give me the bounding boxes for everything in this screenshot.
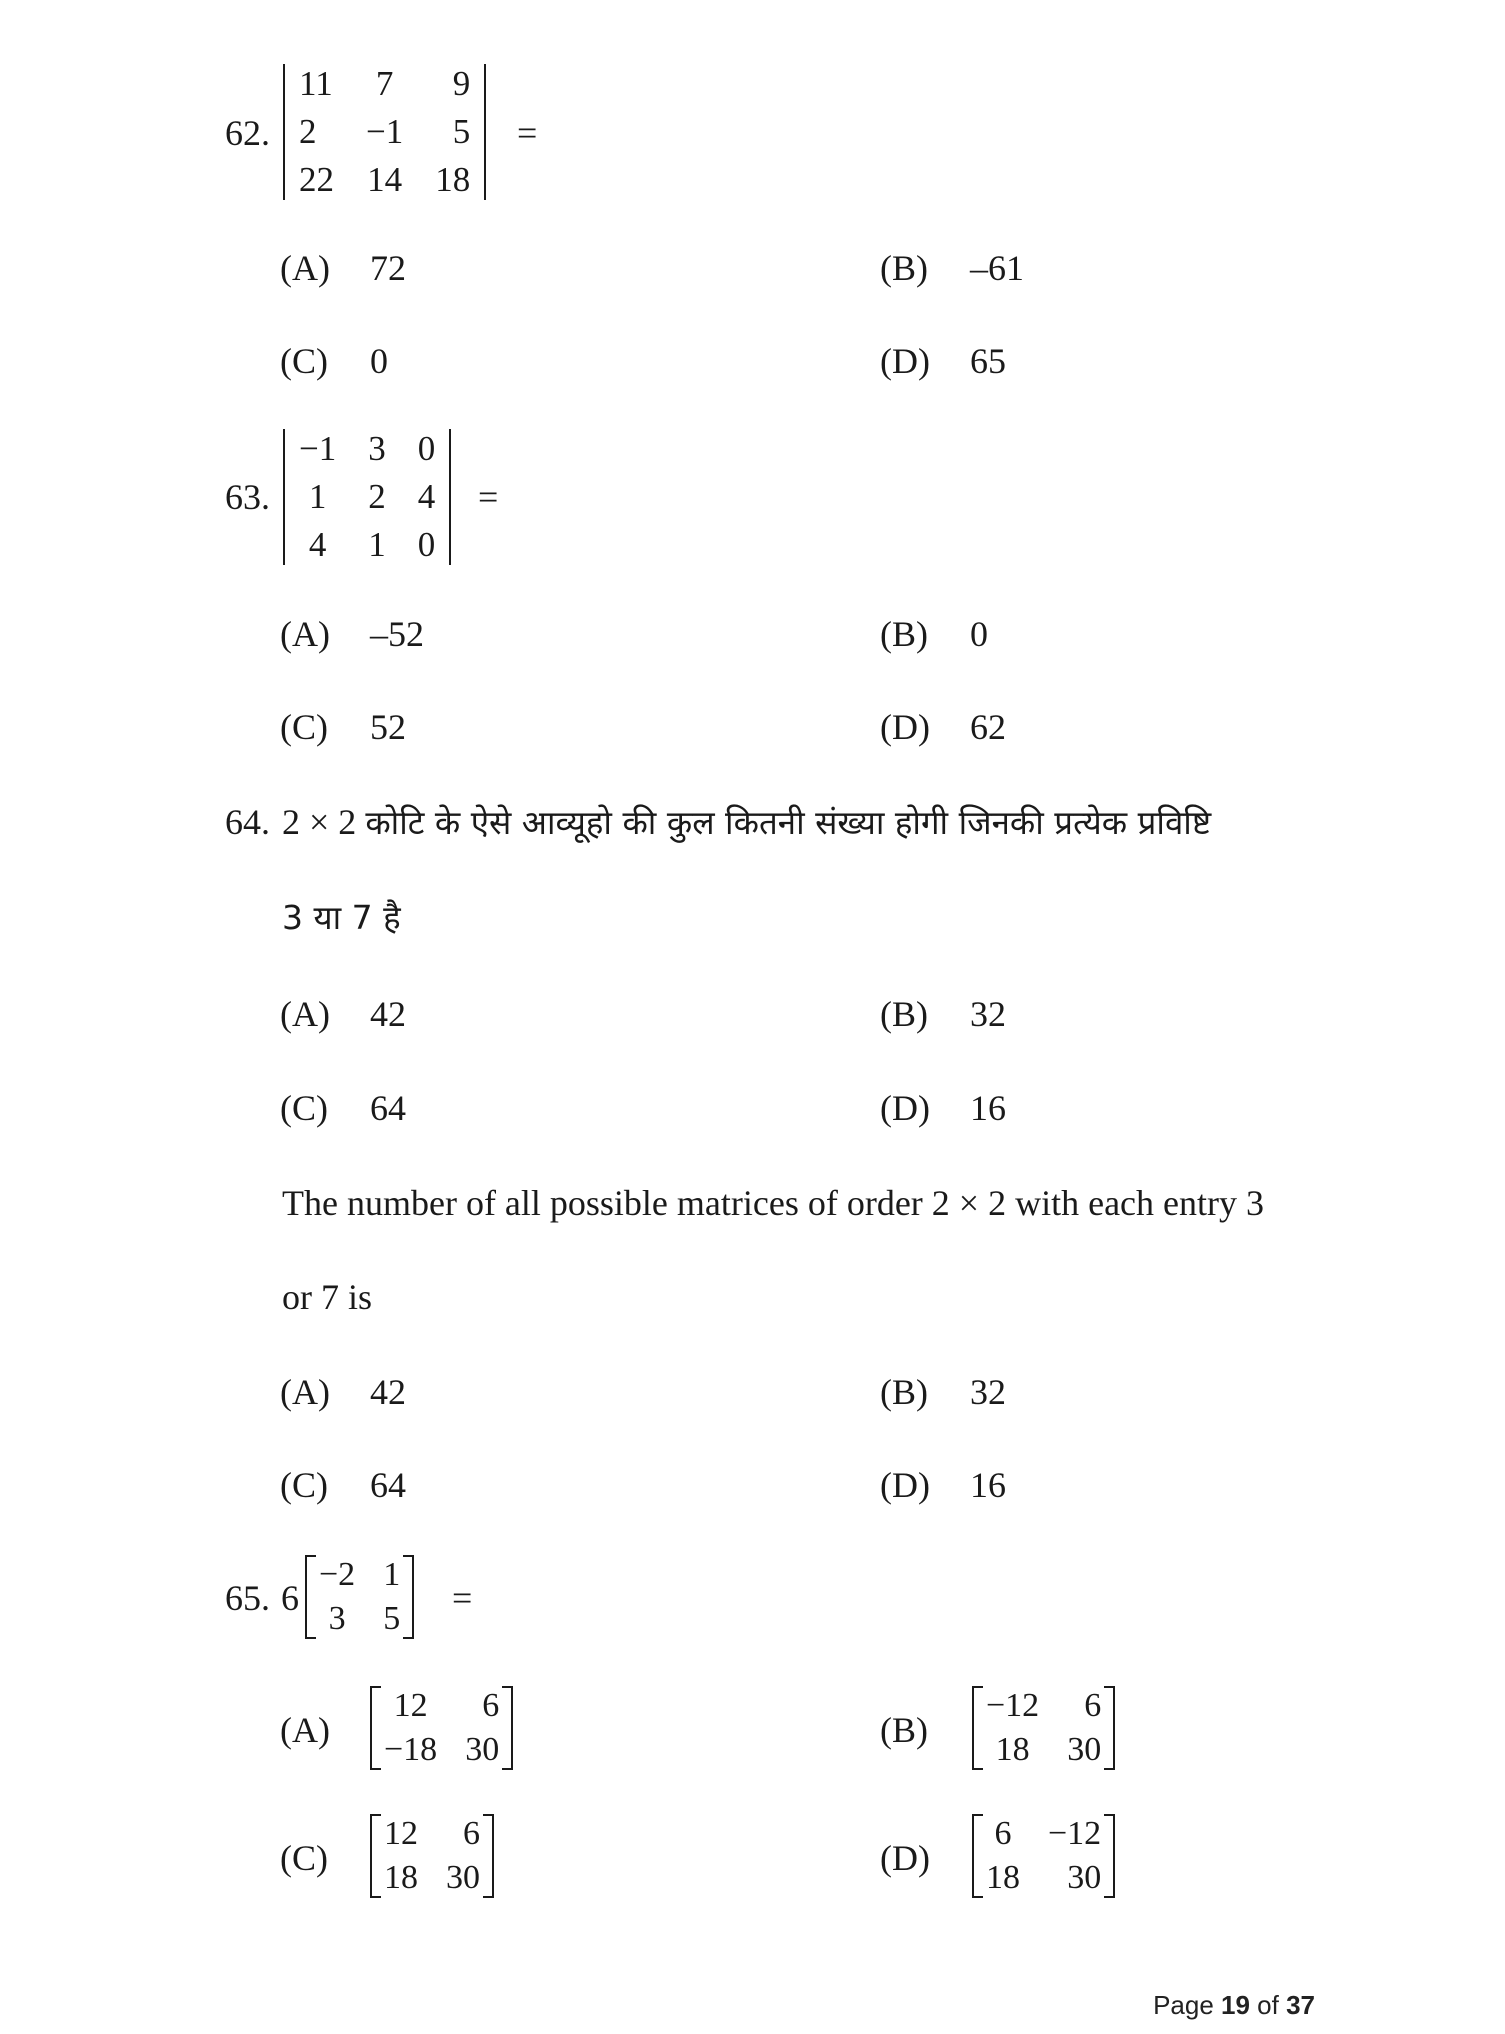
option-d-matrix: 6 −12 18 30 — [972, 1812, 1115, 1900]
option-c: (C) 52 — [280, 707, 406, 747]
option-a: (A) 72 — [280, 248, 406, 288]
option-a-matrix: 12 6 −18 30 — [370, 1684, 513, 1772]
option-b: (B) 0 — [880, 614, 988, 654]
option-a-label: (A) — [280, 1710, 330, 1750]
option-d: (D) 16 — [880, 1465, 1006, 1505]
option-b-label: (B) — [880, 1710, 928, 1750]
question-number: 62. — [225, 113, 270, 153]
option-d: (D) 16 — [880, 1088, 1006, 1128]
question-text-hindi-line2: 3 या 7 है — [282, 898, 401, 937]
option-c-label: (C) — [280, 1838, 328, 1878]
option-b: (B) –61 — [880, 248, 1024, 288]
option-d-label: (D) — [880, 1838, 930, 1878]
equals-sign: = — [478, 477, 499, 517]
option-c: (C) 64 — [280, 1465, 406, 1505]
equals-sign: = — [452, 1578, 473, 1618]
option-b: (B) 32 — [880, 1372, 1006, 1412]
equals-sign: = — [517, 113, 538, 153]
question-text-english-line2: or 7 is — [282, 1277, 372, 1317]
question-matrix: −2 1 3 5 — [305, 1553, 414, 1641]
option-a: (A) 42 — [280, 1372, 406, 1412]
option-b: (B) 32 — [880, 994, 1006, 1034]
option-d: (D) 62 — [880, 707, 1006, 747]
determinant-matrix: −1 3 0 1 2 4 4 1 0 — [283, 425, 451, 569]
option-a: (A) –52 — [280, 614, 424, 654]
option-c-matrix: 12 6 18 30 — [370, 1812, 494, 1900]
question-number: 64. — [225, 802, 270, 842]
question-text-hindi: 2 × 2 कोटि के ऐसे आव्यूहो की कुल कितनी संख्या होगी जिनकी प्रत्येक प्रविष्टि — [282, 802, 1212, 842]
determinant-matrix: 11 7 9 2 −1 5 22 14 18 — [283, 60, 486, 204]
question-number: 63. — [225, 477, 270, 517]
scalar: 6 — [281, 1578, 299, 1618]
page-number: Page 19 of 37 — [1153, 1990, 1315, 2020]
option-c: (C) 0 — [280, 341, 388, 381]
option-b-matrix: −12 6 18 30 — [972, 1684, 1115, 1772]
question-text-english: The number of all possible matrices of order 2 × 2 with each entry 3 — [282, 1183, 1265, 1223]
question-number: 65. — [225, 1578, 270, 1618]
option-c: (C) 64 — [280, 1088, 406, 1128]
option-d: (D) 65 — [880, 341, 1006, 381]
option-a: (A) 42 — [280, 994, 406, 1034]
